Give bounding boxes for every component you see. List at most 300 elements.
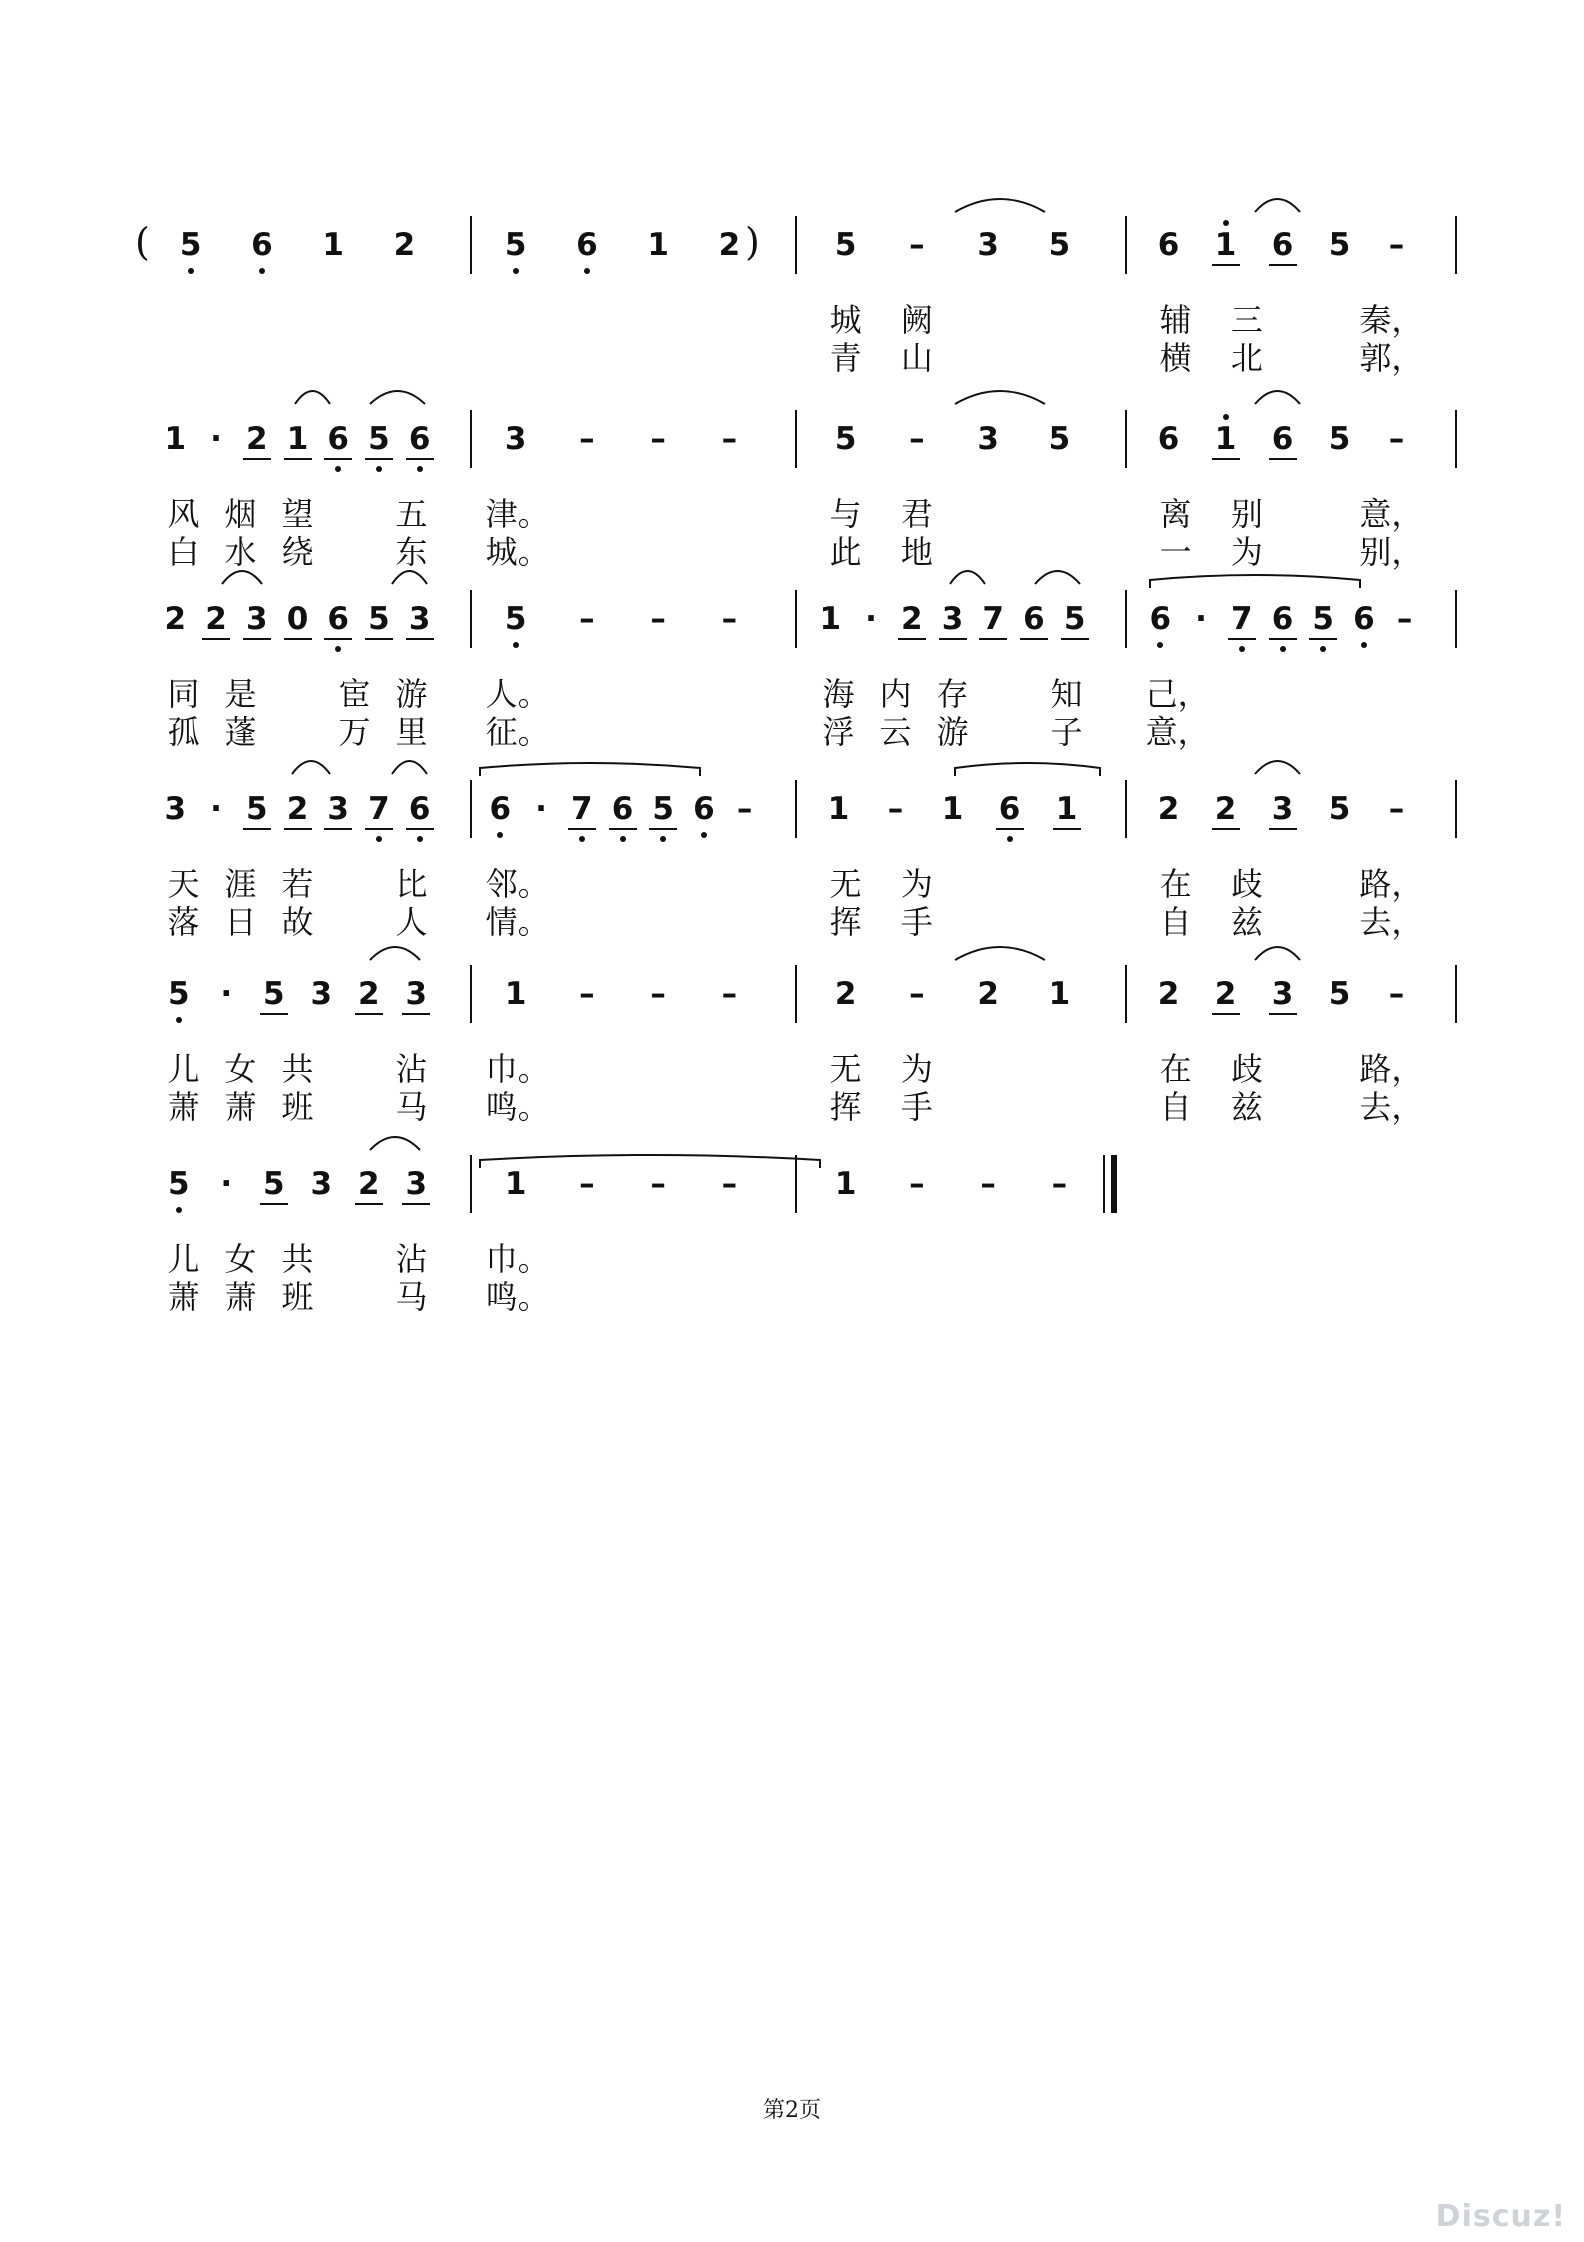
lyric-char: 鸣。 <box>485 1278 550 1316</box>
low-octave-dot <box>620 836 626 842</box>
lyric-char: 天 <box>167 865 200 903</box>
jianpu-note: – <box>721 1166 738 1202</box>
lyric-char: 津。 <box>485 495 550 533</box>
jianpu-note: – <box>736 791 753 827</box>
lyric-char: 同 <box>167 675 200 713</box>
slur-arc <box>292 761 330 774</box>
underline-beam <box>898 638 926 640</box>
lyric-char: 马 <box>395 1088 428 1126</box>
underline-beam <box>979 638 1007 640</box>
underline-beam <box>284 638 312 640</box>
jianpu-note: 3 <box>164 791 187 827</box>
barline <box>470 590 472 648</box>
low-octave-dot <box>1361 642 1367 648</box>
jianpu-note: 1 <box>1214 421 1237 457</box>
low-octave-dot <box>376 466 382 472</box>
jianpu-note: 6 <box>1271 421 1294 457</box>
lyric-char: 此 <box>829 533 862 571</box>
lyric-char: 白 <box>167 533 200 571</box>
slur-arc <box>392 571 427 584</box>
jianpu-note: 5 <box>245 791 268 827</box>
discuz-watermark: Discuz! <box>1435 2199 1566 2234</box>
lyric-char: 人 <box>395 903 428 941</box>
jianpu-note: 6 <box>1023 601 1045 637</box>
slur-arc <box>955 199 1045 212</box>
jianpu-note: 6 <box>1149 601 1172 637</box>
underline-beam <box>324 638 352 640</box>
jianpu-note: 2 <box>977 976 999 1012</box>
lyric-char: 萧 <box>167 1278 200 1316</box>
jianpu-note: 5 <box>1048 421 1071 457</box>
lyric-char: 子 <box>1050 713 1083 751</box>
jianpu-note: 2 <box>357 1166 380 1202</box>
jianpu-note: 3 <box>405 976 428 1012</box>
lyric-char: 涯 <box>224 865 257 903</box>
jianpu-note: 1 <box>504 976 527 1012</box>
lyric-char: 为 <box>1230 533 1263 571</box>
jianpu-note: 3 <box>504 421 527 457</box>
barline <box>795 590 797 648</box>
lyric-char: 地 <box>900 533 933 571</box>
slur-arc <box>370 391 425 404</box>
jianpu-note: 6 <box>1157 227 1180 263</box>
jianpu-note: · <box>210 421 222 457</box>
lyric-char: 巾。 <box>485 1050 550 1088</box>
intro-open-paren: ( <box>135 220 150 264</box>
lyric-char: 儿 <box>167 1050 200 1088</box>
underline-beam <box>1269 458 1297 460</box>
jianpu-note: 5 <box>1328 227 1351 263</box>
jianpu-note: 1 <box>819 601 842 637</box>
low-octave-dot <box>1007 836 1013 842</box>
lyric-char: 落 <box>167 903 200 941</box>
lyric-char: 歧 <box>1230 1050 1263 1088</box>
lyric-char: 班 <box>281 1278 314 1316</box>
underline-beam <box>260 1203 288 1205</box>
jianpu-note: 0 <box>286 601 309 637</box>
lyric-char: 歧 <box>1230 865 1263 903</box>
lyric-char: 为 <box>900 1050 933 1088</box>
low-octave-dot <box>1157 642 1163 648</box>
final-barline-thin <box>1103 1155 1105 1213</box>
jianpu-note: – <box>909 227 925 263</box>
lyric-char: 路， <box>1359 1050 1424 1088</box>
lyric-char: 孤 <box>167 713 200 751</box>
jianpu-note: 6 <box>327 601 349 637</box>
jianpu-note: 5 <box>1048 227 1071 263</box>
jianpu-note: 5 <box>1328 421 1351 457</box>
lyric-char: 挥 <box>829 903 862 941</box>
underline-beam <box>1269 828 1297 830</box>
jianpu-note: 6 <box>693 791 715 827</box>
jianpu-note: 2 <box>286 791 309 827</box>
underline-beam <box>1212 1013 1240 1015</box>
jianpu-note: 5 <box>1063 601 1086 637</box>
jianpu-note: · <box>220 976 233 1012</box>
underline-beam <box>365 828 393 830</box>
jianpu-note: 2 <box>1214 976 1237 1012</box>
jianpu-note: 6 <box>1271 227 1294 263</box>
underline-beam <box>1020 638 1048 640</box>
lyric-char: 绕 <box>281 533 314 571</box>
slur-arc <box>1255 391 1300 404</box>
jianpu-note: 1 <box>827 791 850 827</box>
jianpu-note: 1 <box>941 791 964 827</box>
jianpu-note: 6 <box>489 791 512 827</box>
jianpu-note: 1 <box>834 1166 857 1202</box>
jianpu-note: 6 <box>1157 421 1180 457</box>
lyric-char: 云 <box>879 713 912 751</box>
barline <box>1455 410 1457 468</box>
slur-arc <box>370 947 420 960</box>
barline <box>795 965 797 1023</box>
jianpu-note: 2 <box>1157 976 1180 1012</box>
jianpu-note: 1 <box>322 227 344 263</box>
underline-beam <box>609 828 637 830</box>
lyric-char: 无 <box>829 865 862 903</box>
jianpu-note: 6 <box>998 791 1021 827</box>
lyric-char: 萧 <box>224 1088 257 1126</box>
lyric-char: 女 <box>224 1240 257 1278</box>
lyric-char: 去， <box>1359 903 1424 941</box>
jianpu-note: 3 <box>310 1166 333 1202</box>
jianpu-note: 5 <box>504 227 527 263</box>
jianpu-note: – <box>1051 1166 1068 1202</box>
lyric-char: 横 <box>1159 339 1192 377</box>
lyric-char: 在 <box>1159 1050 1192 1088</box>
barline <box>1455 780 1457 838</box>
lyric-char: 游 <box>395 675 428 713</box>
jianpu-note: 5 <box>834 227 857 263</box>
lyric-char: 自 <box>1159 1088 1192 1126</box>
slur-arc <box>955 391 1045 404</box>
jianpu-note: 1 <box>1055 791 1078 827</box>
low-octave-dot <box>660 836 666 842</box>
jianpu-note: 2 <box>393 227 416 263</box>
lyric-char: 五 <box>395 495 428 533</box>
jianpu-note: 2 <box>205 601 227 637</box>
page-number: 第2页 <box>763 2098 821 2123</box>
jianpu-note: – <box>1388 421 1405 457</box>
underline-beam <box>202 638 230 640</box>
lyric-char: 故 <box>281 903 314 941</box>
underline-beam <box>939 638 967 640</box>
lyric-char: 浮 <box>822 713 855 751</box>
underline-beam <box>260 1013 288 1015</box>
lyric-char: 己， <box>1145 675 1210 713</box>
low-octave-dot <box>1320 646 1326 652</box>
lyric-char: 秦， <box>1359 301 1424 339</box>
jianpu-note: 6 <box>611 791 634 827</box>
jianpu-note: 2 <box>357 976 380 1012</box>
underline-beam <box>355 1203 383 1205</box>
jianpu-note: 6 <box>576 227 598 263</box>
lyric-char: 班 <box>281 1088 314 1126</box>
jianpu-note: 6 <box>1353 601 1375 637</box>
lyric-char: 郭， <box>1359 339 1424 377</box>
barline <box>1125 780 1127 838</box>
underline-beam <box>355 1013 383 1015</box>
jianpu-note: 5 <box>368 421 390 457</box>
lyric-char: 意， <box>1145 713 1210 751</box>
underline-beam <box>1269 638 1297 640</box>
lyric-char: 与 <box>829 495 862 533</box>
lyric-char: 山 <box>900 339 933 377</box>
underline-beam <box>324 828 352 830</box>
jianpu-note: 7 <box>982 601 1004 637</box>
lyric-char: 青 <box>829 339 862 377</box>
jianpu-note: – <box>980 1166 996 1202</box>
low-octave-dot <box>1280 646 1286 652</box>
lyric-char: 风 <box>167 495 200 533</box>
barline <box>1125 590 1127 648</box>
lyric-char: 意， <box>1359 495 1424 533</box>
jianpu-note: 1 <box>164 421 187 457</box>
jianpu-note: 5 <box>179 227 202 263</box>
jianpu-note: – <box>1388 791 1405 827</box>
barline <box>1455 216 1457 274</box>
barline <box>1455 590 1457 648</box>
jianpu-note: · <box>1195 601 1207 637</box>
low-octave-dot <box>513 268 519 274</box>
lyric-char: 日 <box>224 903 257 941</box>
lyric-char: 萧 <box>224 1278 257 1316</box>
underline-beam <box>996 828 1024 830</box>
underline-beam <box>649 828 677 830</box>
lyric-char: 人。 <box>485 675 550 713</box>
underline-beam <box>243 828 271 830</box>
barline <box>1455 965 1457 1023</box>
jianpu-note: 5 <box>1312 601 1334 637</box>
underline-beam <box>1212 264 1240 266</box>
underline-beam <box>243 458 271 460</box>
lyric-char: 巾。 <box>485 1240 550 1278</box>
lyric-char: 共 <box>281 1240 314 1278</box>
low-octave-dot <box>417 466 423 472</box>
high-octave-dot <box>1223 414 1229 420</box>
jianpu-note: 6 <box>408 791 431 827</box>
jianpu-note: 3 <box>408 601 431 637</box>
jianpu-note: – <box>579 1166 595 1202</box>
slur-arc <box>222 571 262 584</box>
jianpu-note: 6 <box>408 421 431 457</box>
low-octave-dot <box>376 836 382 842</box>
underline-beam <box>1269 1013 1297 1015</box>
barline <box>795 1155 797 1213</box>
jianpu-note: 1 <box>286 421 309 457</box>
underline-beam <box>324 458 352 460</box>
lyric-char: 蓬 <box>224 713 257 751</box>
lyric-char: 手 <box>900 1088 933 1126</box>
barline <box>470 216 472 274</box>
barline <box>470 780 472 838</box>
jianpu-note: 1 <box>504 1166 527 1202</box>
jianpu-note: 3 <box>245 601 268 637</box>
lyric-char: 三 <box>1230 301 1263 339</box>
low-octave-dot <box>176 1207 182 1213</box>
barline <box>795 410 797 468</box>
jianpu-note: – <box>721 601 738 637</box>
jianpu-note: 5 <box>652 791 674 827</box>
jianpu-note: 6 <box>251 227 273 263</box>
low-octave-dot <box>579 836 585 842</box>
slur-arc <box>1255 199 1300 212</box>
underline-beam <box>406 458 434 460</box>
barline <box>1125 216 1127 274</box>
jianpu-note: 3 <box>941 601 964 637</box>
barline <box>1125 410 1127 468</box>
underline-beam <box>365 458 393 460</box>
underline-beam <box>1212 828 1240 830</box>
jianpu-note: 5 <box>368 601 390 637</box>
underline-beam <box>406 638 434 640</box>
lyric-char: 城。 <box>485 533 550 571</box>
jianpu-note: – <box>909 421 925 457</box>
lyric-char: 离 <box>1159 495 1192 533</box>
barline <box>795 780 797 838</box>
lyric-char: 邻。 <box>485 865 550 903</box>
slur-arc <box>370 1137 420 1150</box>
underline-beam <box>406 828 434 830</box>
lyric-char: 沾 <box>395 1240 428 1278</box>
high-octave-dot <box>1223 220 1229 226</box>
lyric-char: 自 <box>1159 903 1192 941</box>
low-octave-dot <box>584 268 590 274</box>
jianpu-note: – <box>721 421 738 457</box>
lyric-char: 烟 <box>224 495 257 533</box>
lyric-char: 手 <box>900 903 933 941</box>
slur-arc <box>955 947 1045 960</box>
lyric-char: 君 <box>900 495 933 533</box>
low-octave-dot <box>176 1017 182 1023</box>
underline-beam <box>243 638 271 640</box>
jianpu-note: 7 <box>1230 601 1253 637</box>
lyric-char: 水 <box>224 533 257 571</box>
jianpu-note: – <box>1388 976 1405 1012</box>
low-octave-dot <box>259 268 265 274</box>
slur-arc <box>1255 761 1300 774</box>
jianpu-note: 3 <box>405 1166 428 1202</box>
slur-arc <box>950 571 985 584</box>
underline-beam <box>284 458 312 460</box>
lyric-char: 兹 <box>1230 1088 1263 1126</box>
tie-bracket <box>1150 575 1360 588</box>
lyric-char: 在 <box>1159 865 1192 903</box>
underline-beam <box>402 1203 430 1205</box>
lyric-char: 去， <box>1359 1088 1424 1126</box>
lyric-char: 辅 <box>1159 301 1192 339</box>
low-octave-dot <box>417 836 423 842</box>
jianpu-note: 3 <box>327 791 349 827</box>
lyric-char: 万 <box>338 713 371 751</box>
low-octave-dot <box>513 642 519 648</box>
underline-beam <box>1269 264 1297 266</box>
underline-beam <box>1061 638 1089 640</box>
underline-beam <box>365 638 393 640</box>
slur-arc <box>392 761 427 774</box>
low-octave-dot <box>1239 646 1245 652</box>
jianpu-note: – <box>579 421 595 457</box>
lyric-char: 挥 <box>829 1088 862 1126</box>
jianpu-note: 5 <box>504 601 527 637</box>
lyric-char: 望 <box>281 495 314 533</box>
lyric-char: 共 <box>281 1050 314 1088</box>
lyric-char: 兹 <box>1230 903 1263 941</box>
lyric-char: 别 <box>1230 495 1263 533</box>
lyric-char: 是 <box>224 675 257 713</box>
jianpu-note: · <box>535 791 547 827</box>
slur-arc <box>1035 571 1080 584</box>
lyric-char: 儿 <box>167 1240 200 1278</box>
barline <box>795 216 797 274</box>
tie-bracket <box>480 763 700 776</box>
lyric-char: 北 <box>1230 339 1263 377</box>
lyric-char: 征。 <box>485 713 550 751</box>
underline-beam <box>402 1013 430 1015</box>
underline-beam <box>284 828 312 830</box>
jianpu-note: – <box>1396 601 1413 637</box>
lyric-char: 女 <box>224 1050 257 1088</box>
jianpu-note: 5 <box>834 421 857 457</box>
tie-bracket <box>955 763 1100 776</box>
low-octave-dot <box>497 832 503 838</box>
lyric-char: 为 <box>900 865 933 903</box>
lyric-char: 萧 <box>167 1088 200 1126</box>
slur-arc <box>295 391 330 404</box>
lyric-char: 东 <box>395 533 428 571</box>
lyric-char: 一 <box>1159 533 1192 571</box>
jianpu-note: – <box>579 601 595 637</box>
jianpu-note: 2 <box>1157 791 1180 827</box>
lyric-char: 比 <box>395 865 428 903</box>
jianpu-note: 5 <box>262 1166 285 1202</box>
intro-close-paren: ) <box>745 220 760 264</box>
jianpu-note: 3 <box>977 421 999 457</box>
jianpu-note: 6 <box>1271 601 1294 637</box>
jianpu-note: 2 <box>900 601 923 637</box>
jianpu-note: – <box>909 1166 925 1202</box>
jianpu-note: – <box>909 976 925 1012</box>
jianpu-note: 5 <box>167 1166 190 1202</box>
lyric-char: 里 <box>395 713 428 751</box>
barline <box>1125 965 1127 1023</box>
jianpu-note: 6 <box>327 421 349 457</box>
underline-beam <box>1212 458 1240 460</box>
jianpu-note: 1 <box>1214 227 1237 263</box>
slur-arc <box>1255 947 1300 960</box>
lyric-char: 内 <box>879 675 912 713</box>
lyric-char: 海 <box>822 675 855 713</box>
lyric-char: 城 <box>829 301 862 339</box>
barline <box>470 410 472 468</box>
lyric-char: 存 <box>936 675 969 713</box>
jianpu-note: – <box>650 421 666 457</box>
lyric-char: 知 <box>1050 675 1083 713</box>
jianpu-note: 1 <box>647 227 669 263</box>
jianpu-note: – <box>887 791 904 827</box>
jianpu-note: · <box>210 791 222 827</box>
jianpu-note: · <box>220 1166 233 1202</box>
jianpu-note: 5 <box>167 976 190 1012</box>
lyric-char: 别， <box>1359 533 1424 571</box>
lyric-char: 鸣。 <box>485 1088 550 1126</box>
low-octave-dot <box>335 466 341 472</box>
low-octave-dot <box>701 832 707 838</box>
jianpu-note: 5 <box>1328 976 1351 1012</box>
jianpu-note: 7 <box>570 791 593 827</box>
jianpu-note: 7 <box>368 791 390 827</box>
lyric-char: 阙 <box>900 301 933 339</box>
